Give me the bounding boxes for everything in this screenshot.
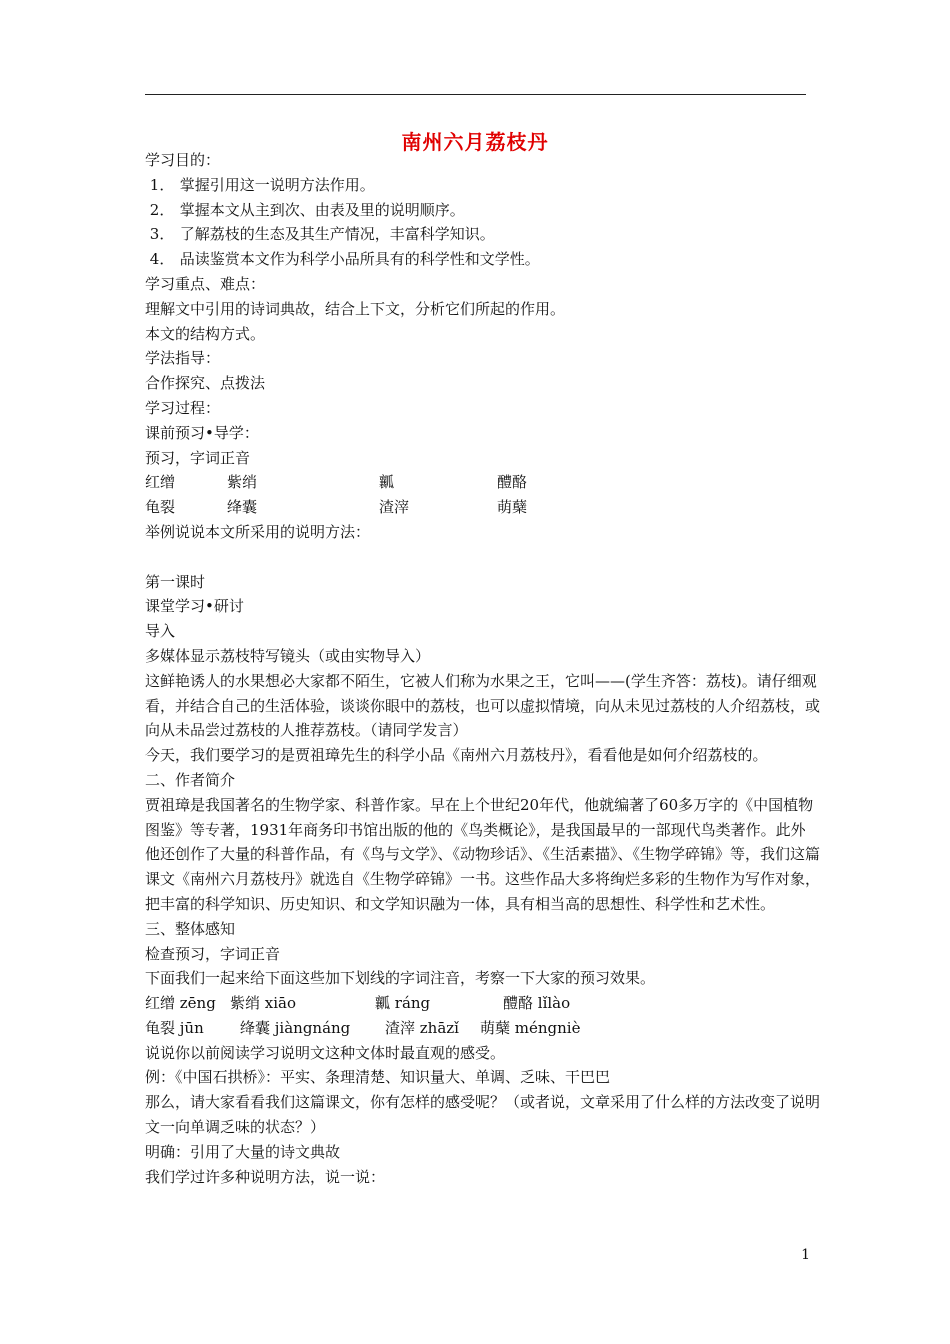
author-paragraph: 贾祖璋是我国著名的生物学家、科普作家。早在上个世纪20年代，他就编著了60多万字的《中国植物图鉴》等专著，1931年商务印书馆出版的他的《鸟类概论》，是我国最早的一部现代鸟类著作。此外他还创作了大量的科普作品，有《鸟与文学》、《动物珍话》、《生活素描》、《生物学碎锦》等，我们这篇课文《南州六月荔枝丹》就选自《生物学碎锦》一书。这些作品大多将绚烂多彩的生物作为写作对象，把丰富的科学知识、历史知识、和文学知识融为一体，具有相当高的思想性、科学性和艺术性。 — [145, 795, 821, 913]
preview-sub: 预习，字词正音 — [145, 448, 251, 467]
pinyin-row: 龟裂 jūn 绛囊 jiàngnáng 渣滓 zhāzǐ 萌蘖 méngniè — [145, 1018, 581, 1037]
lesson-heading: 第一课时 — [145, 572, 206, 591]
intro-heading: 导入 — [145, 622, 176, 641]
method-text: 合作探究、点拨法 — [145, 374, 266, 393]
process-heading: 学习过程： — [145, 398, 221, 417]
page-number: 1 — [801, 1247, 810, 1263]
clarify-line: 明确：引用了大量的诗文典故 — [145, 1142, 341, 1161]
intro-paragraph-2: 今天，我们要学习的是贾祖璋先生的科学小品《南州六月荔枝丹》，看看他是如何介绍荔枝的。 — [145, 746, 768, 765]
check-intro: 下面我们一起来给下面这些加下划线的字词注音，考察一下大家的预习效果。 — [145, 969, 656, 988]
check-preview: 检查预习，字词正音 — [145, 944, 281, 963]
key-points-heading: 学习重点、难点： — [145, 274, 266, 293]
objective-item: 4． 品读鉴赏本文作为科学小品所具有的科学性和文学性。 — [149, 250, 540, 269]
last-line: 我们学过许多种说明方法，说一说： — [145, 1167, 386, 1186]
objective-item: 1． 掌握引用这一说明方法作用。 — [149, 175, 375, 194]
key-point: 理解文中引用的诗词典故，结合上下文，分析它们所起的作用。 — [145, 299, 566, 318]
document-title: 南州六月荔枝丹 — [401, 130, 549, 154]
vocab-row: 红缯 紫绡 瓤 醴酪 — [145, 473, 528, 492]
intro-media: 多媒体显示荔枝特写镜头（或由实物导入） — [145, 646, 431, 665]
document-body — [145, 148, 820, 1189]
method-heading: 学法指导： — [145, 349, 221, 368]
pinyin-row: 红缯 zēng 紫绡 xiāo 瓤 ráng 醴酪 lǐlào — [145, 994, 571, 1013]
preview-heading: 课前预习•导学： — [145, 423, 259, 442]
objectives-heading: 学习目的： — [145, 151, 221, 169]
key-point: 本文的结构方式。 — [145, 324, 266, 343]
header-rule — [145, 94, 806, 95]
objective-item: 2． 掌握本文从主到次、由表及里的说明顺序。 — [149, 200, 465, 219]
vocab-row: 龟裂 绛囊 渣滓 萌蘖 — [145, 498, 528, 517]
intro-paragraph: 这鲜艳诱人的水果想必大家都不陌生，它被人们称为水果之王，它叫——(学生齐答：荔枝)。请仔细观看，并结合自己的生活体验，谈谈你眼中的荔枝，也可以虚拟情境，向从未见过荔枝的人介绍荔枝，或向从未品尝过荔枝的人推荐荔枝。（请同学发言） — [145, 671, 821, 740]
example-line: 例：《中国石拱桥》：平实、条理清楚、知识量大、单调、乏味、干巴巴 — [145, 1068, 611, 1087]
impression-question: 说说你以前阅读学习说明文这种文体时最直观的感受。 — [145, 1043, 506, 1062]
class-study-heading: 课堂学习•研讨 — [145, 597, 244, 616]
blank-line — [145, 545, 820, 570]
question-paragraph: 那么，请大家看看我们这篇课文，你有怎样的感受呢？（或者说，文章采用了什么样的方法改变了说明文一向单调乏味的状态？） — [145, 1093, 821, 1137]
author-heading: 二、作者简介 — [145, 770, 236, 789]
methods-prompt: 举例说说本文所采用的说明方法： — [145, 522, 371, 541]
objective-item: 3． 了解荔枝的生态及其生产情况，丰富科学知识。 — [149, 225, 495, 244]
overall-heading: 三、整体感知 — [145, 919, 236, 938]
